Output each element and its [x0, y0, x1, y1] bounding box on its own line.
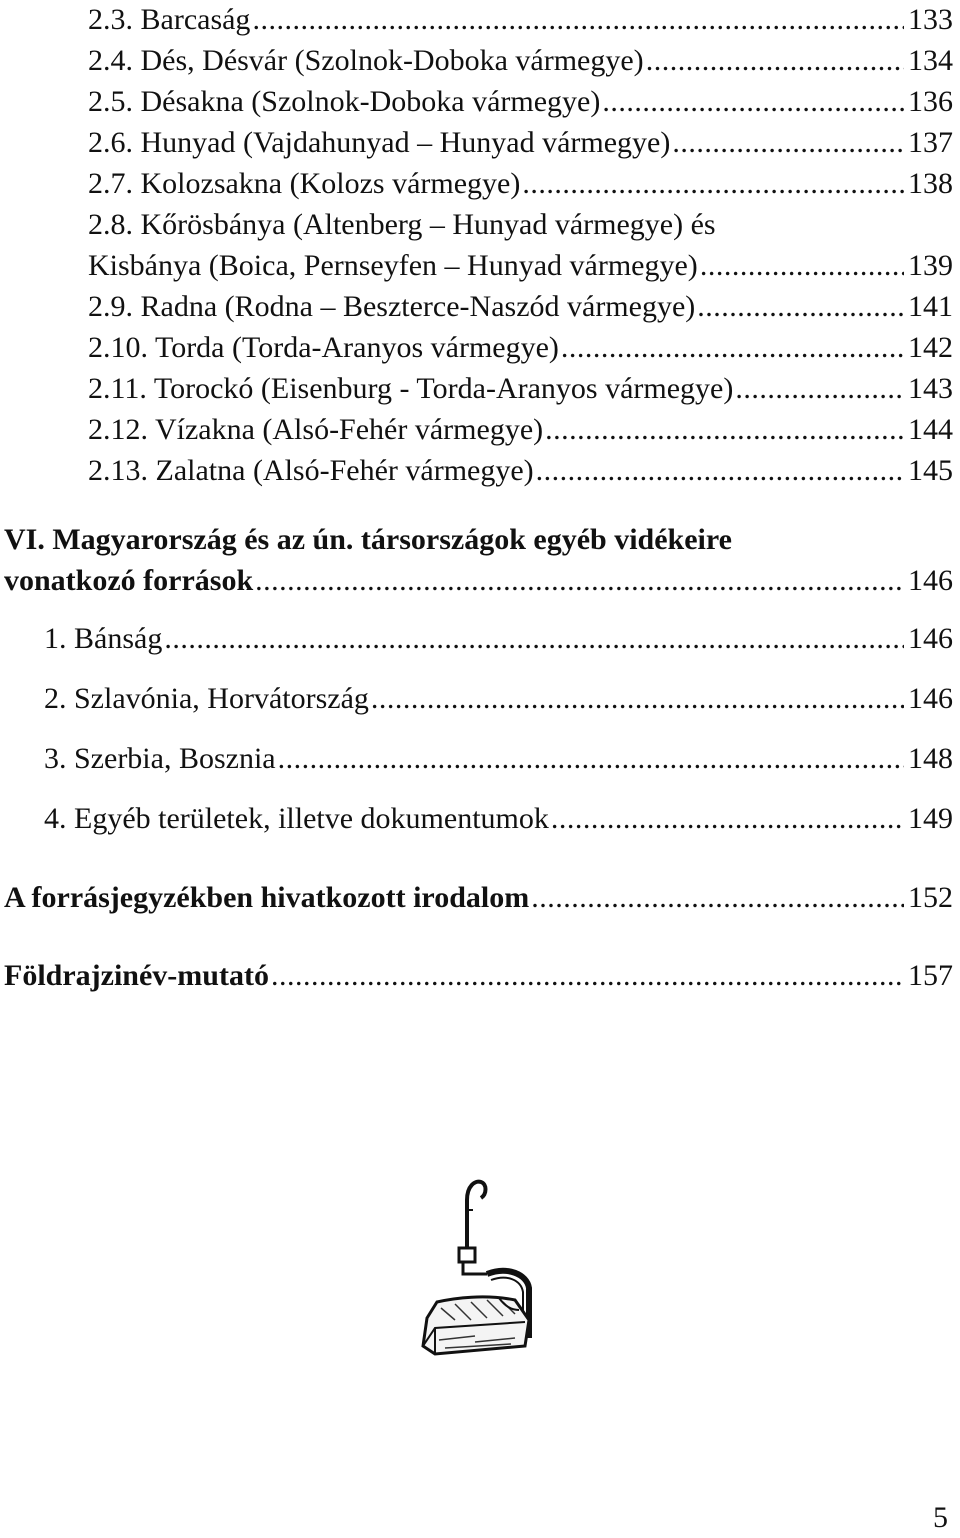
toc-entry-page: 142: [908, 331, 953, 364]
toc-entry[interactable]: [44, 799, 953, 839]
toc-entry-label: 2.13. Zalatna (Alsó-Fehér vármegye): [88, 454, 534, 487]
toc-entry-label: 2. Szlavónia, Horvátország: [44, 682, 369, 715]
toc-entry-page: 146: [908, 622, 953, 655]
toc-entry[interactable]: [44, 679, 953, 719]
toc-entry-label: 3. Szerbia, Bosznia: [44, 742, 276, 775]
toc-entry-page: 146: [908, 682, 953, 715]
literature-entry[interactable]: [4, 878, 953, 918]
toc-entry[interactable]: [88, 410, 953, 450]
dot-leader: [536, 451, 904, 491]
index-entry[interactable]: [4, 956, 953, 996]
dot-leader: [252, 0, 904, 40]
literature-entry-page: 152: [908, 881, 953, 914]
toc-entry-page: 136: [908, 85, 953, 118]
toc-entry-page: 138: [908, 167, 953, 200]
chapter-entry-label: vonatkozó források: [4, 564, 254, 597]
toc-entry-page: 143: [908, 372, 953, 405]
toc-entry-label: 2.6. Hunyad (Vajdahunyad – Hunyad vármegye): [88, 126, 671, 159]
toc-entry-label: 2.9. Radna (Rodna – Beszterce-Naszód vármegye): [88, 290, 696, 323]
dot-leader: [561, 328, 904, 368]
toc-entry-page: 149: [908, 802, 953, 835]
dot-leader: [735, 369, 904, 409]
chapter-entry-page: 146: [908, 564, 953, 597]
dot-leader: [700, 246, 904, 286]
toc-entry-label: 2.12. Vízakna (Alsó-Fehér vármegye): [88, 413, 544, 446]
dot-leader: [551, 799, 904, 839]
chapter-heading-first-line: VI. Magyarország és az ún. társországok egyéb vidékeire: [4, 523, 732, 556]
toc-entry-label: 2.4. Dés, Désvár (Szolnok-Doboka vármegye): [88, 44, 644, 77]
dot-leader: [371, 679, 904, 719]
toc-entry[interactable]: [44, 619, 953, 659]
toc-entry-label: 2.3. Barcaság: [88, 3, 251, 36]
toc-entry-page: 134: [908, 44, 953, 77]
miners-lamp-icon: [415, 1170, 545, 1370]
toc-entry[interactable]: [88, 328, 953, 368]
toc-entry-page: 137: [908, 126, 953, 159]
toc-entry-page: 133: [908, 3, 953, 36]
dot-leader: [278, 739, 904, 779]
toc-entry[interactable]: [44, 739, 953, 779]
dot-leader: [522, 164, 904, 204]
dot-leader: [697, 287, 904, 327]
toc-entry[interactable]: [88, 123, 953, 163]
toc-entry-page: 148: [908, 742, 953, 775]
toc-entry-label: 2.10. Torda (Torda-Aranyos vármegye): [88, 331, 559, 364]
toc-entry-page: 139: [908, 249, 953, 282]
toc-entry-label: 2.7. Kolozsakna (Kolozs vármegye): [88, 167, 521, 200]
page-number: 5: [933, 1501, 948, 1534]
toc-entry[interactable]: [88, 369, 953, 409]
toc-entry-page: 141: [908, 290, 953, 323]
toc-entry[interactable]: [88, 246, 953, 286]
literature-entry-label: A forrásjegyzékben hivatkozott irodalom: [4, 881, 530, 914]
toc-entry[interactable]: [88, 451, 953, 491]
toc-entry[interactable]: [88, 0, 953, 40]
toc-entry[interactable]: [88, 164, 953, 204]
index-entry-page: 157: [908, 959, 953, 992]
toc-entry[interactable]: [88, 287, 953, 327]
toc-entry[interactable]: [88, 82, 953, 122]
dot-leader: [271, 956, 904, 996]
toc-entry-label: Kisbánya (Boica, Pernseyfen – Hunyad vármegye): [88, 249, 698, 282]
toc-entry-page: 144: [908, 413, 953, 446]
toc-entry-label: 4. Egyéb területek, illetve dokumentumok: [44, 802, 549, 835]
dot-leader: [545, 410, 904, 450]
dot-leader: [602, 82, 904, 122]
toc-entry-first-line: 2.8. Kőrösbánya (Altenberg – Hunyad vármegye) és: [88, 208, 716, 241]
toc-entry[interactable]: [88, 41, 953, 81]
index-entry-label: Földrajzinév-mutató: [4, 959, 269, 992]
dot-leader: [672, 123, 904, 163]
toc-entry-label: 2.11. Torockó (Eisenburg - Torda-Aranyos vármegye): [88, 372, 734, 405]
toc-entry-page: 145: [908, 454, 953, 487]
chapter-entry[interactable]: [4, 561, 953, 601]
toc-entry-label: 1. Bánság: [44, 622, 163, 655]
dot-leader: [164, 619, 904, 659]
toc-entry-label: 2.5. Désakna (Szolnok-Doboka vármegye): [88, 85, 601, 118]
dot-leader: [255, 561, 904, 601]
dot-leader: [646, 41, 904, 81]
dot-leader: [531, 878, 904, 918]
